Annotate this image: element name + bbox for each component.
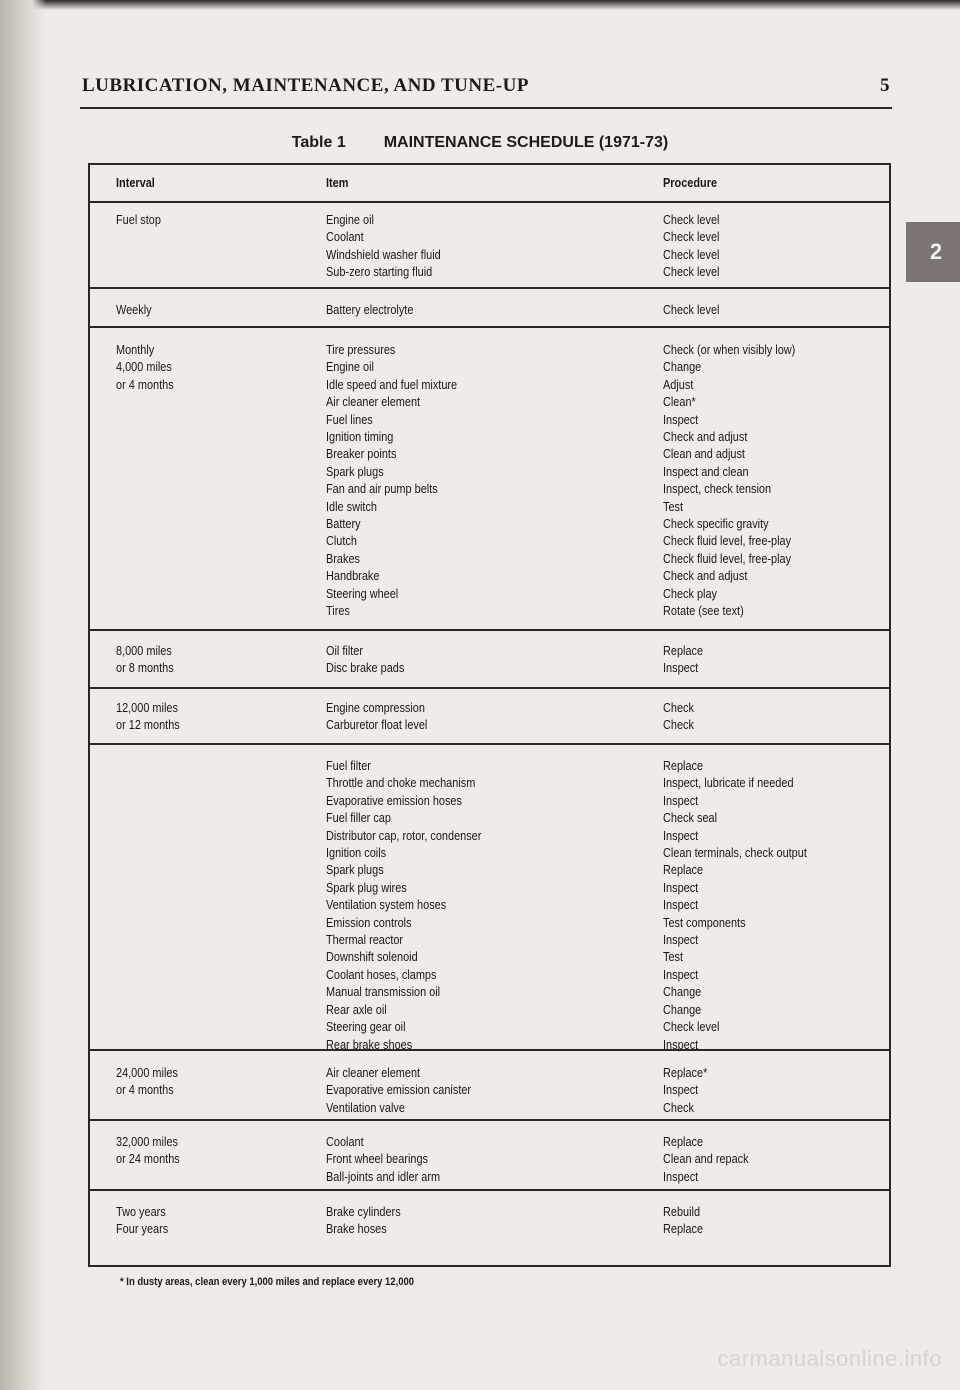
schedule-group-row: [90, 687, 889, 743]
item-line: Rear brake shoes: [326, 1036, 413, 1052]
procedure-line: Check fluid level, free-play: [663, 533, 792, 549]
header-rule: [80, 107, 892, 109]
item-line: Engine oil: [326, 212, 374, 227]
procedure-line: Check level: [663, 246, 720, 262]
item-line: Coolant: [326, 229, 364, 245]
procedure-line: Check specific gravity: [663, 516, 769, 532]
item-line: Ignition coils: [326, 845, 387, 861]
procedure-cell: [663, 1203, 703, 1238]
procedure-line: Inspect: [663, 660, 699, 676]
procedure-cell: [663, 341, 795, 620]
item-line: Fan and air pump belts: [326, 481, 438, 497]
procedure-line: Clean terminals, check output: [663, 845, 807, 861]
procedure-line: Check (or when visibly low): [663, 342, 796, 357]
interval-line: Fuel stop: [116, 212, 161, 227]
procedure-line: Inspect: [663, 897, 699, 913]
item-line: Spark plugs: [326, 862, 384, 878]
page-binding-shadow: [0, 0, 46, 1390]
procedure-line: Check and adjust: [663, 568, 748, 584]
procedure-line: Inspect: [663, 966, 699, 982]
chapter-thumb-tab: [906, 222, 960, 282]
item-line: Distributor cap, rotor, condenser: [326, 827, 482, 843]
item-line: Clutch: [326, 533, 357, 549]
item-line: Evaporative emission canister: [326, 1082, 472, 1098]
item-line: Steering wheel: [326, 585, 399, 601]
interval-cell: [116, 1064, 178, 1099]
procedure-line: Test components: [663, 914, 746, 930]
schedule-group-row: [90, 326, 889, 629]
watermark: carmanualsonline.info: [717, 1346, 942, 1371]
schedule-group-row: [90, 1119, 889, 1189]
interval-cell: [116, 642, 174, 677]
procedure-line: Change: [663, 984, 702, 1000]
procedure-line: Replace: [663, 1221, 704, 1237]
schedule-group-row: [90, 743, 889, 1052]
item-line: Throttle and choke mechanism: [326, 775, 476, 791]
item-line: Ignition timing: [326, 429, 394, 445]
column-header-interval: Interval: [116, 175, 155, 190]
item-line: Engine oil: [326, 359, 374, 375]
item-line: Tire pressures: [326, 342, 396, 357]
procedure-cell: [663, 211, 719, 281]
procedure-line: Check seal: [663, 810, 718, 826]
procedure-line: Rotate (see text): [663, 603, 744, 619]
item-line: Coolant hoses, clamps: [326, 966, 437, 982]
item-line: Rear axle oil: [326, 1001, 387, 1017]
item-line: Brake cylinders: [326, 1204, 401, 1219]
item-line: Ball-joints and idler arm: [326, 1168, 441, 1184]
item-line: Spark plug wires: [326, 879, 407, 895]
item-line: Emission controls: [326, 914, 412, 930]
item-line: Downshift solenoid: [326, 949, 418, 965]
schedule-group-row: [90, 287, 889, 326]
interval-cell: [116, 1133, 180, 1168]
procedure-line: Check fluid level, free-play: [663, 550, 792, 566]
procedure-line: Inspect and clean: [663, 463, 749, 479]
table-title: MAINTENANCE SCHEDULE (1971-73): [383, 134, 669, 151]
item-line: Spark plugs: [326, 463, 384, 479]
procedure-line: Check level: [663, 212, 720, 227]
column-header-item: Item: [326, 175, 349, 190]
interval-line: 12,000 miles: [116, 700, 178, 715]
table-header-row: [90, 165, 889, 201]
interval-line: or 4 months: [116, 376, 174, 392]
item-cell: [326, 341, 457, 620]
interval-cell: [116, 211, 161, 228]
chapter-tab-number: 2: [929, 239, 943, 264]
procedure-line: Check: [663, 717, 694, 733]
interval-cell: [116, 301, 152, 318]
interval-cell: [116, 1203, 168, 1238]
item-line: Idle switch: [326, 498, 377, 514]
interval-line: 32,000 miles: [116, 1134, 178, 1149]
item-line: Thermal reactor: [326, 932, 404, 948]
procedure-line: Inspect: [663, 1168, 699, 1184]
procedure-line: Replace: [663, 643, 704, 658]
procedure-line: Adjust: [663, 376, 694, 392]
item-cell: [326, 1203, 401, 1238]
page-top-edge: [0, 0, 960, 10]
procedure-line: Inspect: [663, 411, 699, 427]
item-cell: [326, 1064, 471, 1116]
procedure-line: Inspect: [663, 1036, 699, 1052]
column-header-procedure: Procedure: [663, 175, 718, 190]
page-number: 5: [880, 75, 890, 96]
item-cell: [326, 642, 404, 677]
procedure-line: Inspect: [663, 932, 699, 948]
item-cell: [326, 1133, 440, 1185]
procedure-line: Check: [663, 1099, 694, 1115]
item-line: Brake hoses: [326, 1221, 387, 1237]
procedure-line: Check level: [663, 229, 720, 245]
procedure-cell: [663, 642, 703, 677]
interval-cell: [116, 699, 180, 734]
table-caption: [0, 134, 960, 152]
schedule-group-row: [90, 1189, 889, 1265]
interval-line: 4,000 miles: [116, 359, 172, 375]
maintenance-schedule-table: [88, 163, 891, 1267]
item-line: Steering gear oil: [326, 1019, 406, 1035]
interval-line: Weekly: [116, 302, 152, 317]
table-number: Table 1: [291, 134, 346, 151]
item-line: Front wheel bearings: [326, 1151, 428, 1167]
procedure-line: Test: [663, 498, 684, 514]
interval-line: Four years: [116, 1221, 169, 1237]
procedure-line: Rebuild: [663, 1204, 701, 1219]
procedure-line: Check level: [663, 302, 720, 317]
procedure-cell: [663, 301, 719, 318]
procedure-line: Check play: [663, 585, 718, 601]
item-line: Breaker points: [326, 446, 397, 462]
procedure-line: Inspect: [663, 879, 699, 895]
item-line: Fuel filler cap: [326, 810, 391, 826]
schedule-group-row: [90, 201, 889, 287]
item-line: Idle speed and fuel mixture: [326, 376, 458, 392]
interval-line: or 12 months: [116, 717, 180, 733]
item-line: Handbrake: [326, 568, 380, 584]
procedure-line: Inspect: [663, 1082, 699, 1098]
item-line: Disc brake pads: [326, 660, 405, 676]
procedure-cell: [663, 1133, 749, 1185]
procedure-line: Replace: [663, 862, 704, 878]
item-cell: [326, 211, 441, 281]
procedure-line: Inspect: [663, 827, 699, 843]
item-line: Windshield washer fluid: [326, 246, 441, 262]
item-cell: [326, 301, 413, 318]
procedure-line: Check level: [663, 1019, 720, 1035]
schedule-group-row: [90, 629, 889, 687]
procedure-cell: [663, 1064, 707, 1116]
procedure-line: Inspect, lubricate if needed: [663, 775, 794, 791]
interval-cell: [116, 341, 174, 393]
procedure-line: Replace: [663, 1134, 704, 1149]
item-line: Battery electrolyte: [326, 302, 414, 317]
item-line: Battery: [326, 516, 361, 532]
item-cell: [326, 699, 427, 734]
procedure-line: Replace: [663, 758, 704, 773]
procedure-line: Clean and adjust: [663, 446, 745, 462]
item-line: Ventilation system hoses: [326, 897, 447, 913]
item-line: Tires: [326, 603, 350, 619]
procedure-line: Clean and repack: [663, 1151, 749, 1167]
procedure-line: Check level: [663, 264, 720, 280]
procedure-line: Inspect: [663, 792, 699, 808]
schedule-group-row: [90, 1049, 889, 1119]
item-line: Manual transmission oil: [326, 984, 441, 1000]
interval-line: or 8 months: [116, 660, 174, 676]
procedure-line: Clean*: [663, 394, 696, 410]
footnote: * In dusty areas, clean every 1,000 miles and replace every 12,000: [120, 1276, 414, 1288]
interval-line: or 4 months: [116, 1082, 174, 1098]
item-line: Ventilation valve: [326, 1099, 405, 1115]
procedure-line: Inspect, check tension: [663, 481, 772, 497]
item-line: Engine compression: [326, 700, 425, 715]
item-line: Sub-zero starting fluid: [326, 264, 433, 280]
procedure-cell: [663, 699, 694, 734]
item-line: Oil filter: [326, 643, 364, 658]
interval-line: or 24 months: [116, 1151, 180, 1167]
item-line: Fuel lines: [326, 411, 373, 427]
procedure-line: Change: [663, 1001, 702, 1017]
item-cell: [326, 757, 481, 1053]
procedure-cell: [663, 757, 807, 1053]
item-line: Evaporative emission hoses: [326, 792, 462, 808]
procedure-line: Check and adjust: [663, 429, 748, 445]
running-header: [82, 75, 890, 97]
interval-line: 8,000 miles: [116, 643, 172, 658]
item-line: Brakes: [326, 550, 360, 566]
item-line: Fuel filter: [326, 758, 371, 773]
item-line: Carburetor float level: [326, 717, 428, 733]
item-line: Coolant: [326, 1134, 364, 1149]
chapter-title: LUBRICATION, MAINTENANCE, AND TUNE-UP: [82, 75, 529, 96]
item-line: Air cleaner element: [326, 394, 421, 410]
interval-line: Two years: [116, 1204, 166, 1219]
procedure-line: Check: [663, 700, 694, 715]
procedure-line: Change: [663, 359, 702, 375]
interval-line: 24,000 miles: [116, 1065, 178, 1080]
item-line: Air cleaner element: [326, 1065, 421, 1080]
procedure-line: Test: [663, 949, 684, 965]
procedure-line: Replace*: [663, 1065, 708, 1080]
interval-line: Monthly: [116, 342, 155, 357]
